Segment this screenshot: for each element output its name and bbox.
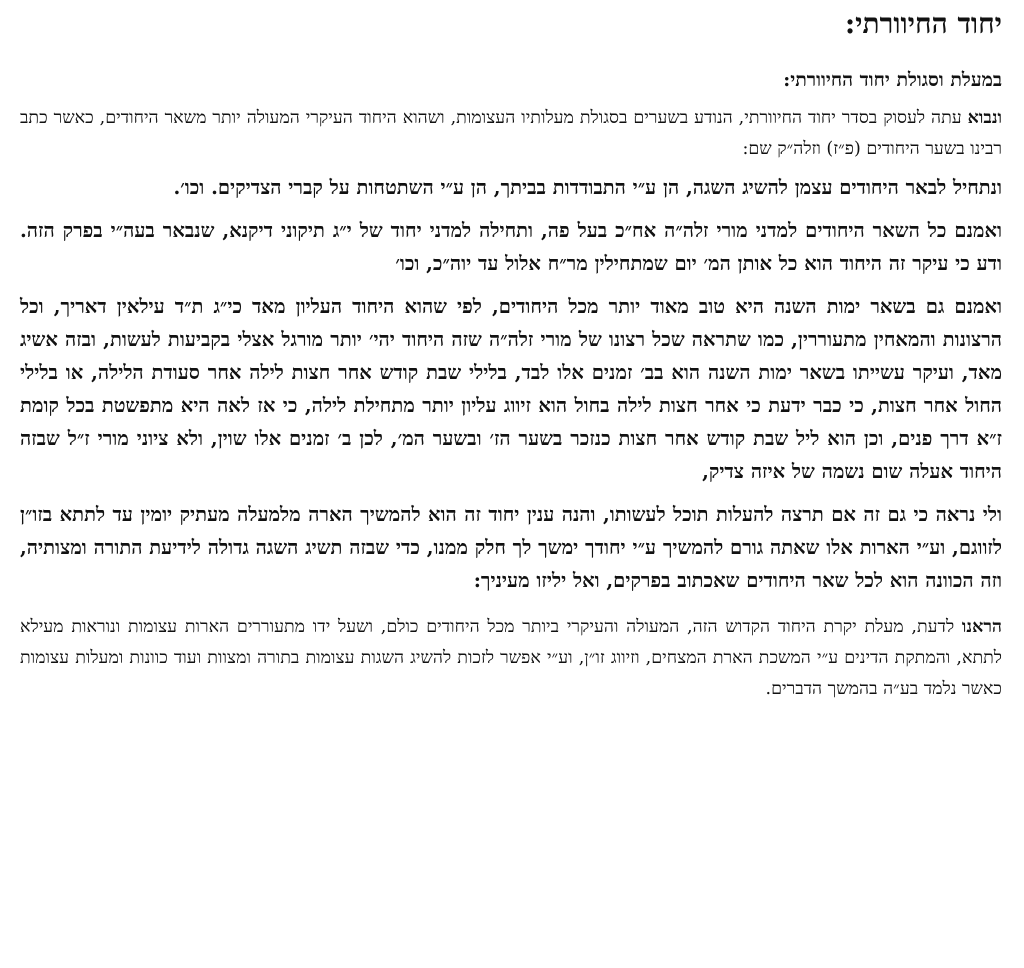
quote-paragraph-2 (20, 214, 1002, 280)
quote-paragraph-4 (20, 498, 1002, 597)
intro-text: עתה לעסוק בסדר יחוד החיוורתי, הנודע בשערים בסגולת מעלותיו העצומות, ושהוא היחוד העיקרי המעולה יותר משאר היחודים, כאשר כתב רבינו בשער היחודים (פ״ז) וזלה״ק שם: (20, 108, 1002, 159)
intro-lead-word: ונבוא (967, 108, 1002, 128)
closing-text: לדעת, מעלת יקרת היחוד הקדוש הזה, המעולה והעיקרי ביותר מכל היחודים כולם, ושעל ידו מתעוררים הארות עצומות ונוראות מעילא לתתא, והמתקת הדינים ע״י המשכת הארת המצחים, וזיווג זו״ן, וע״י אפשר לזכות להשיג השגות עצומות בתורה ומצוות ועוד כוונות ומעלות עצומות כאשר נלמד בע״ה בהמשך הדברים. (20, 617, 1002, 699)
closing-paragraph (20, 612, 1002, 705)
quote-4-rest-2: וזה הכוונה הוא לכל שאר היחודים שאכתוב בפרקים, ואל יליזו מעיניך: (473, 569, 1002, 592)
quote-2-rest: שנבאר בעה״י בפרק הזה. ודע כי עיקר זה היחוד הוא כל אותן המ׳ יום שמתחילין מר״ח אלול עד יוה״כ, וכו׳ (20, 219, 1002, 275)
quote-3-rest: ועיקר עשייתו בשאר ימות השנה הוא בב׳ זמנים אלו לבד, בלילי שבת קודש אחר חצות לילה אחר סעודת הלילה, או בלילי החול אחר חצות, כי כבר ידעת כי אחר חצות לילה בחול הוא זיווג עליון יותר מתחילת לילה, כי אז לאה היא מתפשטת בכל קומת ז״א דרך פנים, וכן הוא ליל שבת קודש אחר חצות כנזכר בשער הז׳ ובשער המ׳, לכן ב׳ זמנים אלו שוין, ולא ציוני מורי ז״ל שבזה היחוד אעלה שום נשמה של איזה צדיק, (20, 361, 1002, 483)
page-title: יחוד החיוורתי: (844, 7, 1002, 40)
section-divider (20, 605, 1002, 606)
quote-3-bold: ואמנם גם בשאר ימות השנה היא טוב מאוד יותר מכל היחודים, לפי שהוא היחוד העליון מאד כי״ג ת״ד עילאין דאריך, וכל הרצונות והמאחין מתעוררין, כמו שתראה שכל רצונו של מורי זלה״ה שזה היחוד יהי׳ יותר מורגל אצלי בקביעות לעשות, ובזה אשיג מאד, (20, 295, 1002, 384)
quote-2-bold: ואמנם כל השאר היחודים למדני מורי זלה״ה אח״כ בעל פה, ותחילה למדני יחוד של י״ג תיקוני דיקנא, (222, 219, 1002, 242)
section-subtitle: במעלת וסגולת יחוד החיוורתי: (783, 69, 1002, 91)
quote-4-bold: וע״י הארות אלו שאתה גורם להמשיך ע״י יחודך ימשך לך חלק ממנו, כדי שבזה תשיג השגה גדולה לידיעת התורה ומצותיה, (20, 536, 946, 559)
quote-paragraph-1: ונתחיל לבאר היחודים עצמן להשיג השגה, הן ע״י התבודדות בביתך, הן ע״י השתטחות על קברי הצדיקים. וכו׳. (173, 176, 1002, 199)
intro-paragraph (20, 103, 1002, 165)
quote-paragraph-3 (20, 290, 1002, 488)
closing-lead-word: הראנו (961, 617, 1002, 637)
quote-4-rest-1: ולי נראה כי גם זה אם תרצה להעלות תוכל לעשותו, והנה ענין יחוד זה הוא להמשיך הארה מלמעלה מעתיק יומין עד לתתא בזו״ן לזווגם, (20, 503, 1002, 559)
